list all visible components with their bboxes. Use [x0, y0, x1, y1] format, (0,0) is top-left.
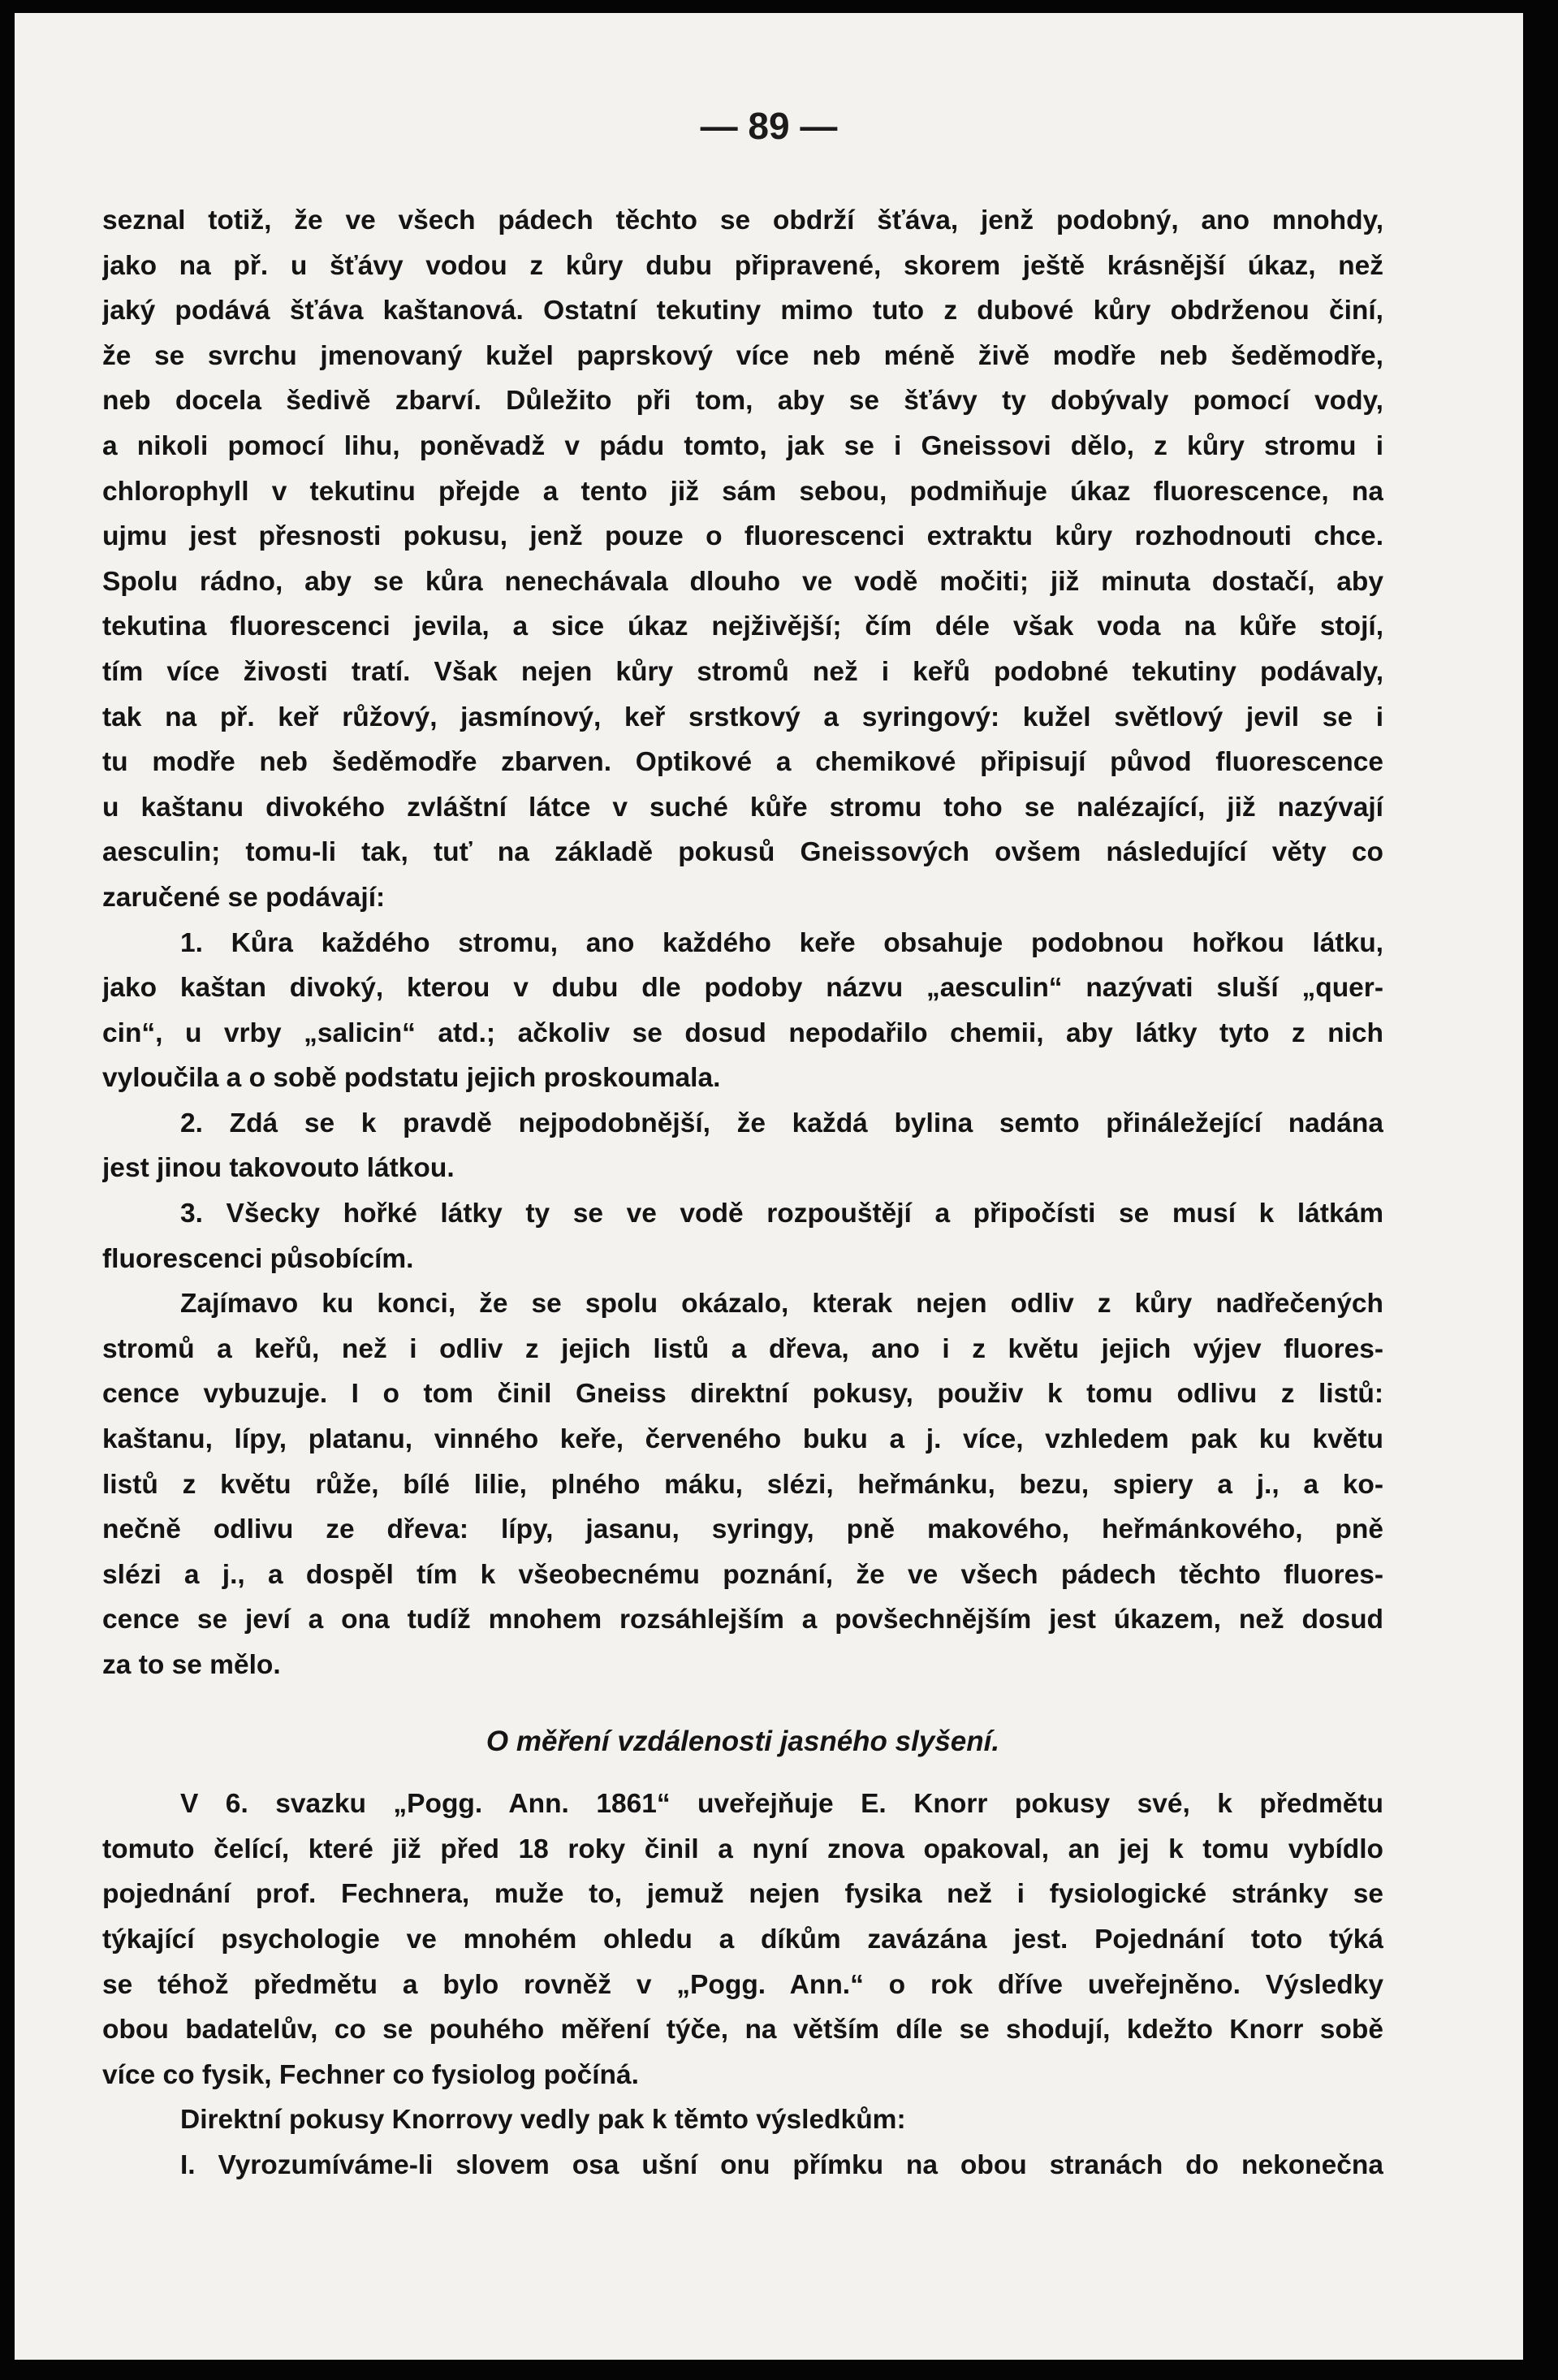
text-line: aesculin; tomu-li tak, tuť na základě pokusů Gneissových ovšem následující věty co — [102, 837, 1383, 868]
text-line: nečně odlivu ze dřeva: lípy, jasanu, syringy, pně makového, heřmánkového, pně — [102, 1514, 1383, 1545]
text-line: tekutina fluorescenci jevila, a sice úkaz nejživější; čím déle však voda na kůře stojí, — [102, 611, 1383, 642]
text-line: jako na př. u šťávy vodou z kůry dubu připravené, skorem ještě krásnější úkaz, než — [102, 250, 1383, 281]
text-line: obou badatelův, co se pouhého měření týče, na větším díle se shodují, kdežto Knorr sobě — [102, 2015, 1383, 2045]
text-line: ujmu jest přesnosti pokusu, jenž pouze o fluorescenci extraktu kůry rozhodnouti chce. — [102, 521, 1383, 552]
text-line: jako kaštan divoký, kterou v dubu dle podoby názvu „aesculin“ nazývati sluší „quer- — [102, 973, 1383, 1004]
text-line: za to se mělo. — [102, 1650, 281, 1680]
text-line: tomuto čelící, které již před 18 roky činil a nyní znova opakoval, an jej k tomu vybídlo — [102, 1834, 1383, 1864]
text-line: jaký podává šťáva kaštanová. Ostatní tekutiny mimo tuto z dubové kůry obdrženou činí, — [102, 296, 1383, 326]
text-line: tím více živosti tratí. Však nejen kůry stromů než i keřů podobné tekutiny podávaly, — [102, 656, 1383, 687]
list-item-roman-1: I. Vyrozumíváme-li slovem osa ušní onu přímku na obou stranách do nekonečna — [180, 2149, 1383, 2180]
text-line: více co fysik, Fechner co fysiolog počíná. — [102, 2059, 639, 2090]
body-text — [102, 198, 1383, 2188]
text-line: pojednání prof. Fechnera, muže to, jemuž nejen fysika než i fysiologické stránky se — [102, 1879, 1383, 1910]
paragraph-start: Direktní pokusy Knorrovy vedly pak k těmto výsledkům: — [180, 2105, 906, 2136]
text-line: a nikoli pomocí lihu, poněvadž v pádu tomto, jak se i Gneissovi dělo, z kůry stromu i — [102, 430, 1383, 461]
text-line: tak na př. keř růžový, jasmínový, keř srstkový a syringový: kužel světlový jevil se i — [102, 702, 1383, 732]
text-line: slézi a j., a dospěl tím k všeobecnému poznání, že ve všech pádech těchto fluores- — [102, 1559, 1383, 1590]
section-heading: O měření vzdálenosti jasného slyšení. — [486, 1725, 1000, 1757]
text-line: Spolu rádno, aby se kůra nenechávala dlouho ve vodě močiti; již minuta dostačí, aby — [102, 566, 1383, 597]
text-line: se téhož předmětu a bylo rovněž v „Pogg. Ann.“ o rok dříve uveřejněno. Výsledky — [102, 1969, 1383, 2000]
list-item-1: 1. Kůra každého stromu, ano každého keře obsahuje podobnou hořkou látku, — [180, 927, 1383, 958]
paragraph-start: Zajímavo ku konci, že se spolu okázalo, kterak nejen odliv z kůry nadřečených — [180, 1289, 1383, 1320]
text-line: listů z květu růže, bílé lilie, plného máku, slézi, heřmánku, bezu, spiery a j., a ko- — [102, 1469, 1383, 1500]
text-line: u kaštanu divokého zvláštní látce v suché kůře stromu toho se nalézající, již nazývají — [102, 792, 1383, 823]
text-line: že se svrchu jmenovaný kužel paprskový více neb méně živě modře neb šeděmodře, — [102, 340, 1383, 371]
text-line: seznal totiž, že ve všech pádech těchto se obdrží šťáva, jenž podobný, ano mnohdy, — [102, 205, 1383, 235]
page-number: — 89 — — [700, 105, 838, 147]
text-line: cin“, u vrby „salicin“ atd.; ačkoliv se dosud nepodařilo chemii, aby látky tyto z nich — [102, 1017, 1383, 1048]
list-item-3: 3. Všecky hořké látky ty se ve vodě rozpouštějí a připočísti se musí k látkám — [180, 1199, 1383, 1229]
paragraph-start: V 6. svazku „Pogg. Ann. 1861“ uveřejňuje E. Knorr pokusy své, k předmětu — [180, 1789, 1383, 1820]
text-line: chlorophyll v tekutinu přejde a tento již sám sebou, podmiňuje úkaz fluorescence, na — [102, 476, 1383, 507]
text-line: týkající psychologie ve mnohém ohledu a díkům zavázána jest. Pojednání toto týká — [102, 1924, 1383, 1955]
text-line: stromů a keřů, než i odliv z jejich listů a dřeva, ano i z květu jejich výjev fluores- — [102, 1333, 1383, 1364]
scanned-page — [15, 13, 1523, 2360]
list-item-2: 2. Zdá se k pravdě nejpodobnější, že každá bylina semto přináležející nadána — [180, 1108, 1383, 1138]
text-line: cence se jeví a ona tudíž mnohem rozsáhlejším a povšechnějším jest úkazem, než dosud — [102, 1605, 1383, 1635]
text-line: zaručené se podávají: — [102, 882, 386, 913]
text-line: jest jinou takovouto látkou. — [102, 1153, 455, 1184]
text-line: tu modře neb šeděmodře zbarven. Optikové a chemikové připisují původ fluorescence — [102, 747, 1383, 778]
text-line: neb docela šedivě zbarví. Důležito při tom, aby se šťávy ty dobývaly pomocí vody, — [102, 386, 1383, 417]
text-line: kaštanu, lípy, platanu, vinného keře, červeného buku a j. více, vzhledem pak ku květu — [102, 1424, 1383, 1455]
text-line: fluorescenci působícím. — [102, 1243, 414, 1274]
text-line: vyloučila a o sobě podstatu jejich proskoumala. — [102, 1063, 721, 1094]
text-line: cence vybuzuje. I o tom činil Gneiss direktní pokusy, použiv k tomu odlivu z listů: — [102, 1379, 1383, 1410]
